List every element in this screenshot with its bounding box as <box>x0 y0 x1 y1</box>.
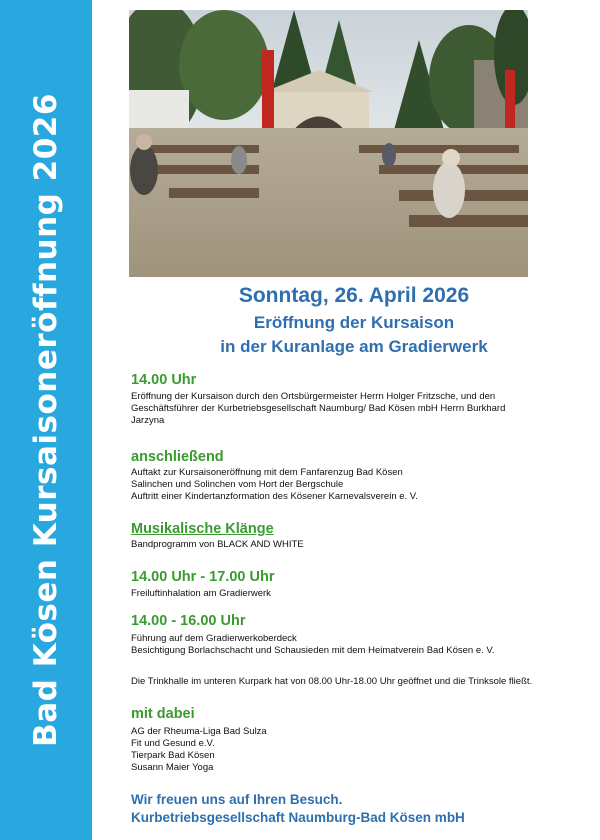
program-text-3: Bandprogramm von BLACK AND WHITE <box>131 539 304 550</box>
program-heading-2: anschließend <box>131 449 224 465</box>
footer <box>131 791 465 827</box>
vertical-title: Bad Kösen Kursaisoneröffnung 2026 <box>28 93 64 747</box>
footer-company: Kurbetriebsgesellschaft Naumburg-Bad Kösen mbH <box>131 810 465 825</box>
program-text-1: Eröffnung der Kursaison durch den Ortsbürgermeister Herrn Holger Fritzsche, und den Geschäftsführer der Kurbetriebsgesellschaft Naumburg/ Bad Kösen mbH Herrn Burkhard Jarzyna <box>131 391 506 426</box>
event-date: Sonntag, 26. April 2026 <box>238 284 470 307</box>
partners-list <box>131 726 571 774</box>
trinkhalle-note: Die Trinkhalle im unteren Kurpark hat von 08.00 Uhr-18.00 Uhr geöffnet und die Trinksole fließt. <box>131 676 533 687</box>
list-item: Tierpark Bad Kösen <box>131 750 215 761</box>
program-text-2: Auftakt zur Kursaisoneröffnung mit dem Fanfarenzug Bad Kösen Salinchen und Solinchen vom Hort der Bergschule Auftritt einer Kindertanzformation des Kösener Karnevalsverein e. V. <box>131 467 418 502</box>
program-text-5: Führung auf dem Gradierwerkoberdeck Besichtigung Borlachschacht und Schausieden mit dem Heimatverein Bad Kösen e. V. <box>131 633 495 656</box>
program-heading-1: 14.00 Uhr <box>131 372 197 388</box>
event-photo <box>129 10 528 277</box>
program-text-4: Freiluftinhalation am Gradierwerk <box>131 588 271 599</box>
program-heading-5: 14.00 - 16.00 Uhr <box>131 613 246 629</box>
list-item: Susann Maier Yoga <box>131 762 214 773</box>
program-heading-3: Musikalische Klänge <box>131 521 274 537</box>
subtitle-line-2: in der Kuranlage am Gradierwerk <box>220 337 488 356</box>
list-item: Fit und Gesund e.V. <box>131 738 215 749</box>
list-item: AG der Rheuma-Liga Bad Sulza <box>131 726 267 737</box>
subtitle-line-1: Eröffnung der Kursaison <box>253 313 455 332</box>
partners-heading: mit dabei <box>131 706 195 722</box>
program-heading-4: 14.00 Uhr - 17.00 Uhr <box>131 569 275 585</box>
footer-greeting: Wir freuen uns auf Ihren Besuch. <box>131 792 343 807</box>
sidebar-band <box>0 0 92 840</box>
